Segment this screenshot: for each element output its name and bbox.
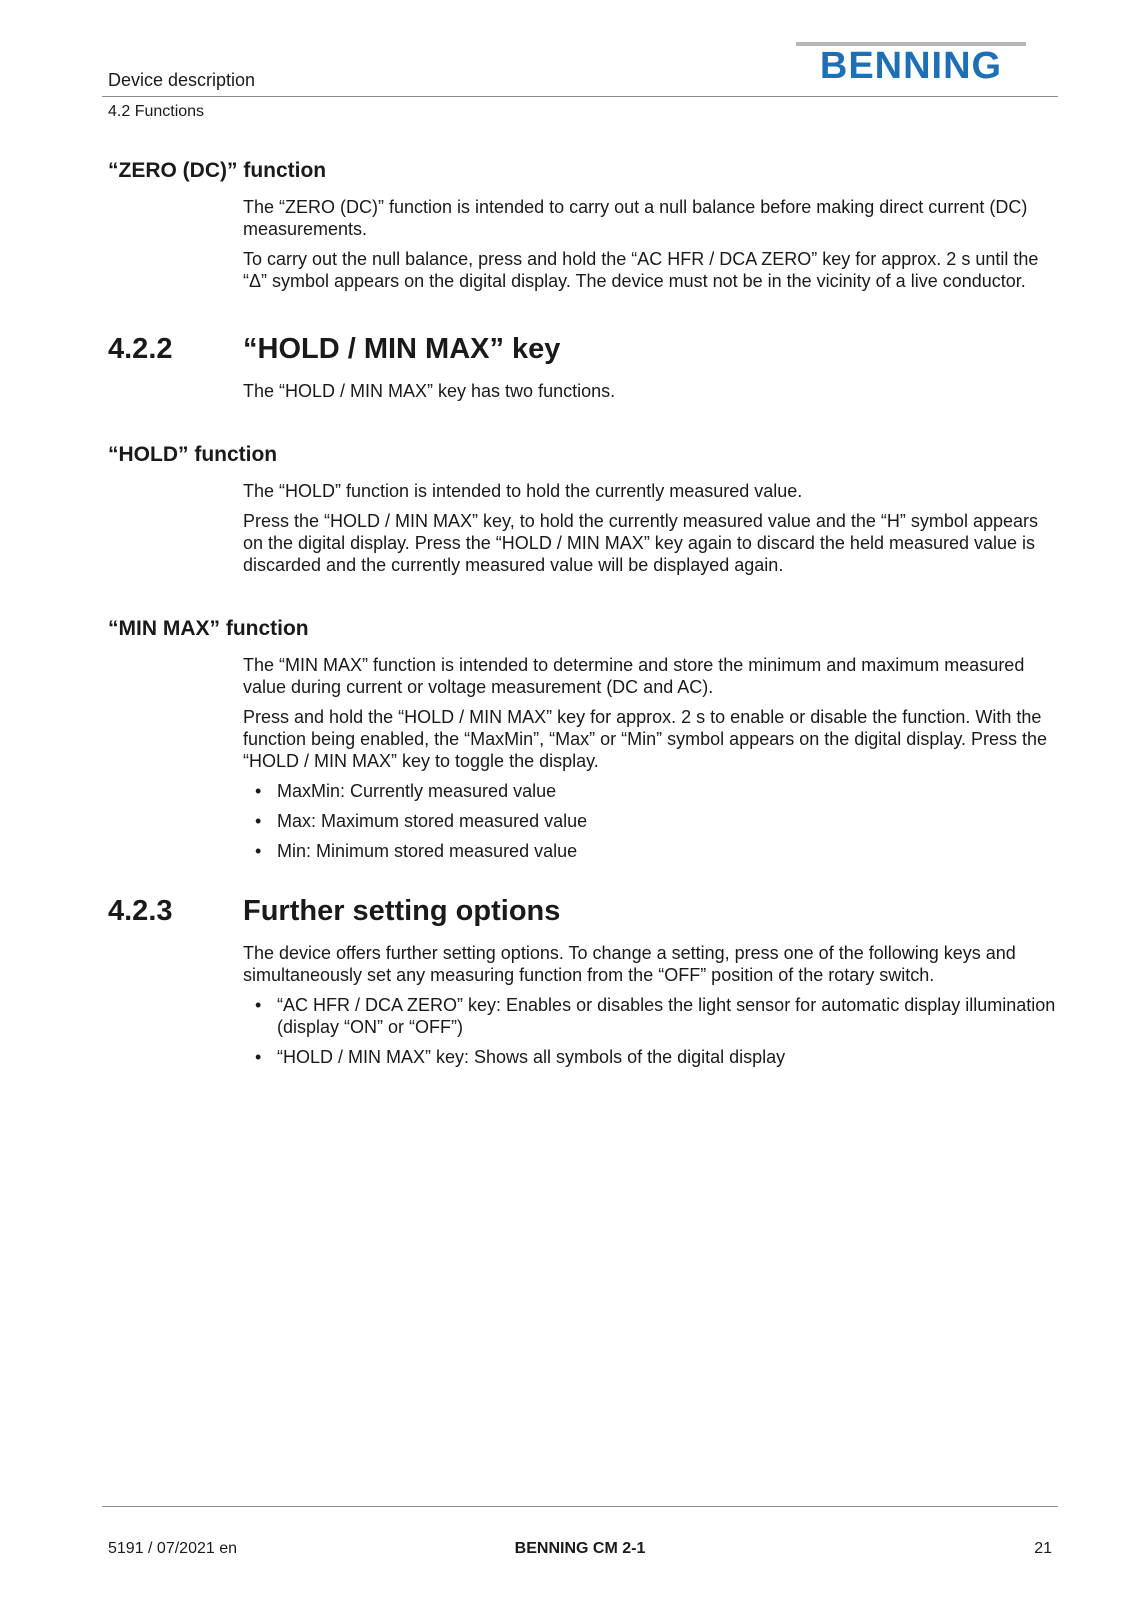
- zero-dc-paragraph-2: To carry out the null balance, press and hold the “AC HFR / DCA ZERO” key for approx. 2 s until the “Δ” symbol appears on the digital display. The device must not be in the vicinity of a live conductor.: [243, 249, 1039, 291]
- section-4-2-2-heading: [108, 332, 1058, 366]
- benning-logo: [796, 42, 1026, 87]
- list-item: • Min: Minimum stored measured value: [255, 840, 1058, 862]
- zero-dc-body: [243, 196, 1058, 292]
- footer-doc-number: 5191 / 07/2021 en: [108, 1540, 238, 1557]
- section-4-2-3-bullet-list: [243, 994, 1058, 1068]
- section-number: 4.2.2: [108, 333, 173, 365]
- section-4-2-3-heading: [108, 894, 1058, 928]
- minmax-body: [243, 654, 1058, 862]
- zero-dc-heading: “ZERO (DC)” function: [108, 159, 327, 182]
- header-title: Device description: [108, 70, 256, 90]
- header-subtitle: 4.2 Functions: [108, 103, 205, 120]
- page-number: 21: [1034, 1540, 1052, 1557]
- minmax-paragraph-1: The “MIN MAX” function is intended to determine and store the minimum and maximum measured value during current or voltage measurement (DC and AC).: [243, 655, 1025, 697]
- list-item: • MaxMin: Currently measured value: [255, 780, 1058, 802]
- minmax-bullet-list: [243, 780, 1058, 862]
- list-item: • “HOLD / MIN MAX” key: Shows all symbols of the digital display: [255, 1046, 1058, 1068]
- section-4-2-2-paragraph: The “HOLD / MIN MAX” key has two functions.: [243, 381, 616, 401]
- hold-paragraph-2: Press the “HOLD / MIN MAX” key, to hold the currently measured value and the “H” symbol appears on the digital display. Press the “HOLD / MIN MAX” key again to discard the held measured value is discarded and the currently measured value will be displayed again.: [243, 511, 1038, 575]
- footer-product-name: BENNING CM 2-1: [514, 1540, 646, 1557]
- section-title: Further setting options: [243, 895, 561, 927]
- section-number: 4.2.3: [108, 895, 173, 927]
- header-divider: [102, 96, 1058, 97]
- section-title: “HOLD / MIN MAX” key: [243, 333, 561, 365]
- list-item: • “AC HFR / DCA ZERO” key: Enables or disables the light sensor for automatic display illumination (display “ON” or “OFF”): [255, 994, 1058, 1038]
- minmax-paragraph-2: Press and hold the “HOLD / MIN MAX” key for approx. 2 s to enable or disable the function. With the function being enabled, the “MaxMin”, “Max” or “Min” symbol appears on the digital display. Press the “HOLD / MIN MAX” key to toggle the display.: [243, 707, 1048, 771]
- list-item: • Max: Maximum stored measured value: [255, 810, 1058, 832]
- hold-body: [243, 480, 1058, 576]
- section-4-2-3-paragraph: The device offers further setting options. To change a setting, press one of the following keys and simultaneously set any measuring function from the “OFF” position of the rotary switch.: [243, 943, 1016, 985]
- footer-divider: [102, 1506, 1058, 1507]
- section-4-2-2-body: [243, 380, 1058, 402]
- page-content: [108, 158, 1058, 1076]
- minmax-heading: “MIN MAX” function: [108, 617, 309, 640]
- hold-heading: “HOLD” function: [108, 443, 278, 466]
- logo-text: BENNING: [819, 45, 1003, 87]
- hold-paragraph-1: The “HOLD” function is intended to hold the currently measured value.: [243, 481, 803, 501]
- section-4-2-3-body: [243, 942, 1058, 1068]
- zero-dc-paragraph-1: The “ZERO (DC)” function is intended to carry out a null balance before making direct current (DC) measurements.: [243, 197, 1028, 239]
